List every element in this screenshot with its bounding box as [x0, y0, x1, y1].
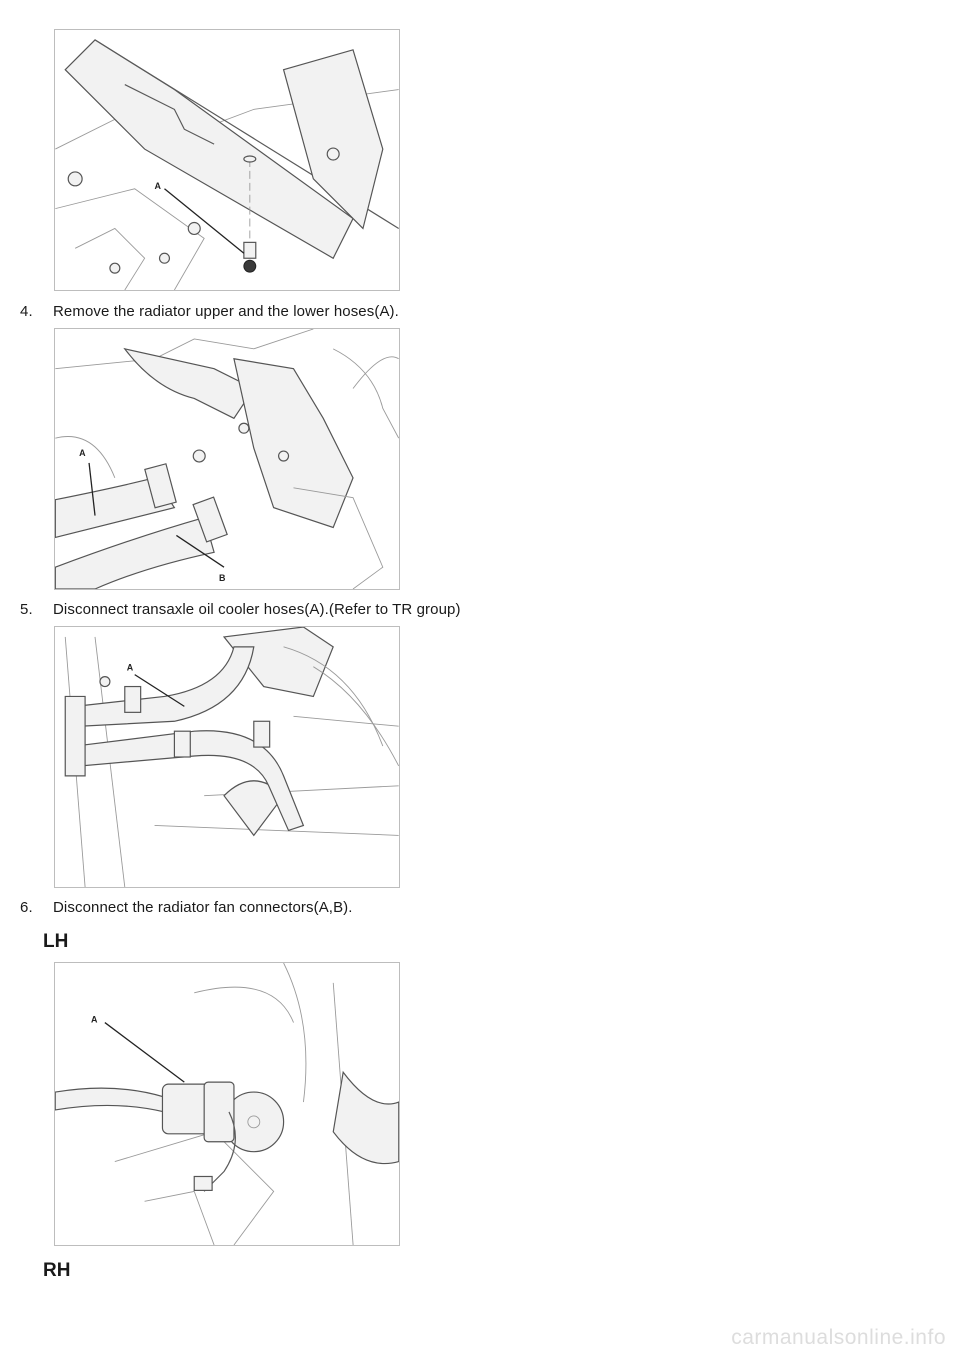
- figure-oil-cooler-hoses: [54, 626, 400, 888]
- watermark-footer: carmanualsonline.info: [731, 1326, 946, 1349]
- step-number: 4.: [20, 303, 33, 320]
- illustration-undercover: [55, 30, 399, 290]
- figure-label-a: A: [90, 1014, 98, 1025]
- figure-fan-connector-lh: [54, 962, 400, 1246]
- figure-label-b: B: [219, 573, 226, 584]
- illustration-oil-cooler: [55, 627, 399, 887]
- step-4: [20, 303, 399, 320]
- illustration-fan-connector-lh: [55, 963, 399, 1245]
- step-text: Disconnect transaxle oil cooler hoses(A).(Refer to TR group): [53, 601, 461, 618]
- step-text: Disconnect the radiator fan connectors(A,B).: [53, 899, 353, 916]
- figure-label-a: A: [154, 180, 162, 191]
- step-number: 5.: [20, 601, 33, 618]
- subsection-rh: RH: [43, 1260, 71, 1281]
- step-text: Remove the radiator upper and the lower hoses(A).: [53, 303, 399, 320]
- figure-label-a: A: [126, 662, 134, 673]
- figure-label-a: A: [79, 448, 86, 459]
- leader-line-a: [105, 1023, 184, 1083]
- step-number: 6.: [20, 899, 33, 916]
- illustration-radiator-hoses: [55, 329, 399, 589]
- step-6: [20, 899, 353, 916]
- figure-radiator-hoses: [54, 328, 400, 590]
- subsection-lh: LH: [43, 931, 69, 952]
- step-5: [20, 601, 461, 618]
- figure-undercover-bolt: [54, 29, 400, 291]
